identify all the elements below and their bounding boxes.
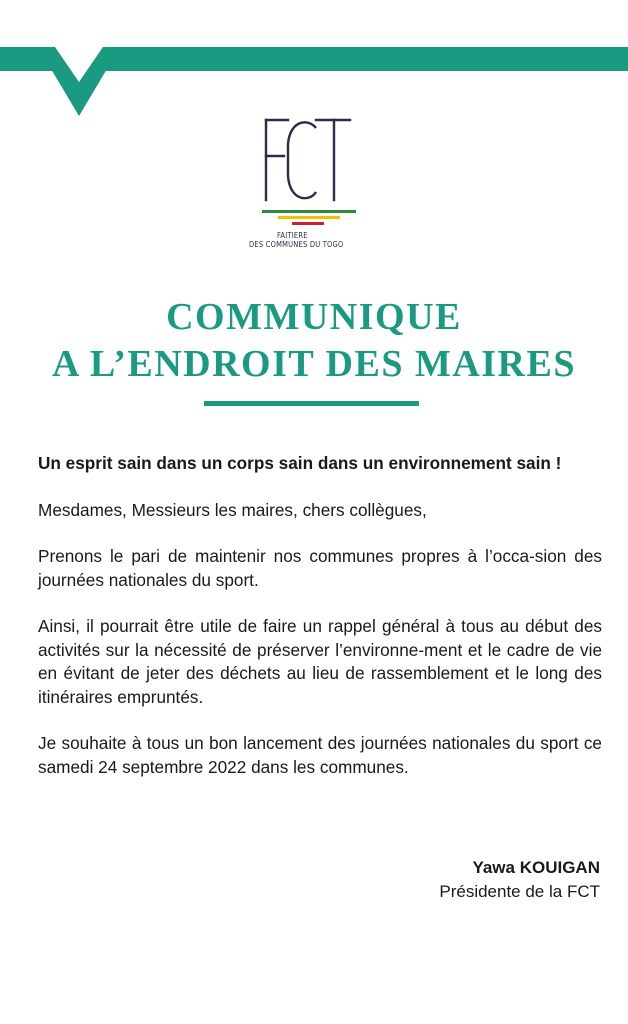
page-title [0,294,628,388]
paragraph-1: Prenons le pari de maintenir nos communes propres à l’occa-sion des journées nationales du sport. [38,546,602,590]
fct-letter-c [288,122,316,198]
signature-block [300,856,600,904]
lead-sentence: Un esprit sain dans un corps sain dans un environnement sain ! [38,453,562,473]
signatory-role: Présidente de la FCT [439,882,600,901]
communique-body [38,452,602,802]
logo-caption-line1: FAITIERE [277,231,308,240]
top-banner [0,0,628,130]
signatory-name: Yawa KOUIGAN [472,858,600,877]
logo-flag-green [262,210,356,213]
paragraph-3: Je souhaite à tous un bon lancement des journées nationales du sport ce samedi 24 septembre 2022 dans les communes. [38,733,602,777]
paragraph-2: Ainsi, il pourrait être utile de faire un rappel général à tous au début des activités sur la nécessité de préserver l’environne-ment et le cadre de vie en évitant de jeter des déchets au lieu de rassemblement et le long des itinéraires empruntés. [38,616,602,707]
page-title-line1: COMMUNIQUE [166,296,462,338]
logo-caption [240,231,372,249]
banner-bar-left-fill [38,47,55,71]
logo-caption-line2: DES COMMUNES DU TOGO [249,240,344,249]
fct-letter-f [266,120,288,200]
greeting: Mesdames, Messieurs les maires, chers collègues, [38,499,427,520]
title-underline [204,401,419,406]
logo-flag-yellow [278,216,340,219]
logo-flag-red [292,222,324,225]
fct-letter-t [316,120,350,200]
page-title-line2: A L’ENDROIT DES MAIRES [52,343,576,385]
banner-bar-right-fill [103,47,120,71]
